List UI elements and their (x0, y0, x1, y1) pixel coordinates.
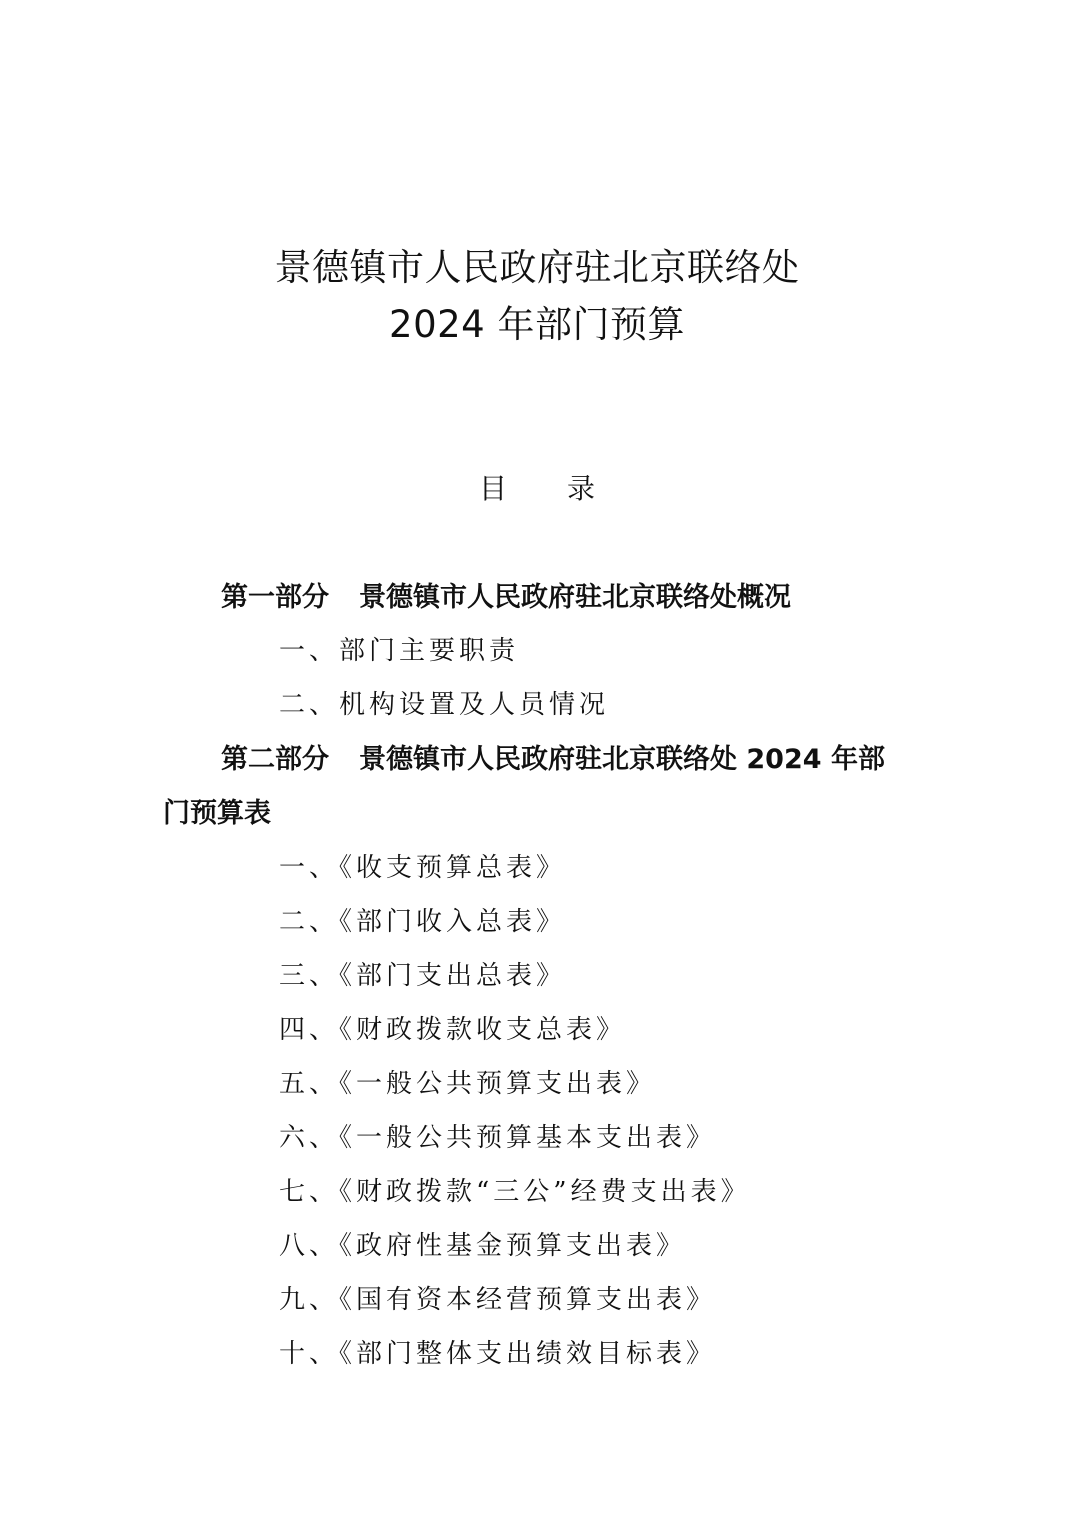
toc-heading-char-1: 目 (478, 472, 507, 505)
part1-heading (221, 580, 791, 616)
document-title-line-2: 2024 年部门预算 (389, 303, 685, 346)
part2-item-4: 四、《财政拨款收支总表》 (279, 1015, 627, 1045)
part2-item-9: 九、《国有资本经营预算支出表》 (279, 1285, 717, 1315)
toc-heading-char-2: 录 (567, 472, 596, 505)
part2-title-line-1: 景德镇市人民政府驻北京联络处 2024 年部 (359, 744, 885, 775)
part2-item-5: 五、《一般公共预算支出表》 (279, 1069, 657, 1099)
part2-item-2: 二、《部门收入总表》 (279, 907, 567, 937)
part2-item-3: 三、《部门支出总表》 (279, 961, 567, 991)
part2-item-8: 八、《政府性基金预算支出表》 (279, 1231, 687, 1261)
part2-label: 第二部分 (221, 744, 329, 775)
part2-item-7: 七、《财政拨款“三公”经费支出表》 (279, 1177, 751, 1207)
part1-item-2: 二、机构设置及人员情况 (279, 690, 610, 720)
part1-item-1: 一、部门主要职责 (279, 636, 520, 666)
part2-heading (221, 742, 885, 778)
part2-item-6: 六、《一般公共预算基本支出表》 (279, 1123, 717, 1153)
part2-item-1: 一、《收支预算总表》 (279, 853, 567, 883)
part1-title: 景德镇市人民政府驻北京联络处概况 (359, 582, 791, 613)
document-title-line-1: 景德镇市人民政府驻北京联络处 (274, 246, 800, 289)
toc-heading (0, 471, 1074, 507)
part1-label: 第一部分 (221, 582, 329, 613)
part2-title-line-2: 门预算表 (163, 798, 271, 829)
part2-item-10: 十、《部门整体支出绩效目标表》 (279, 1339, 717, 1369)
